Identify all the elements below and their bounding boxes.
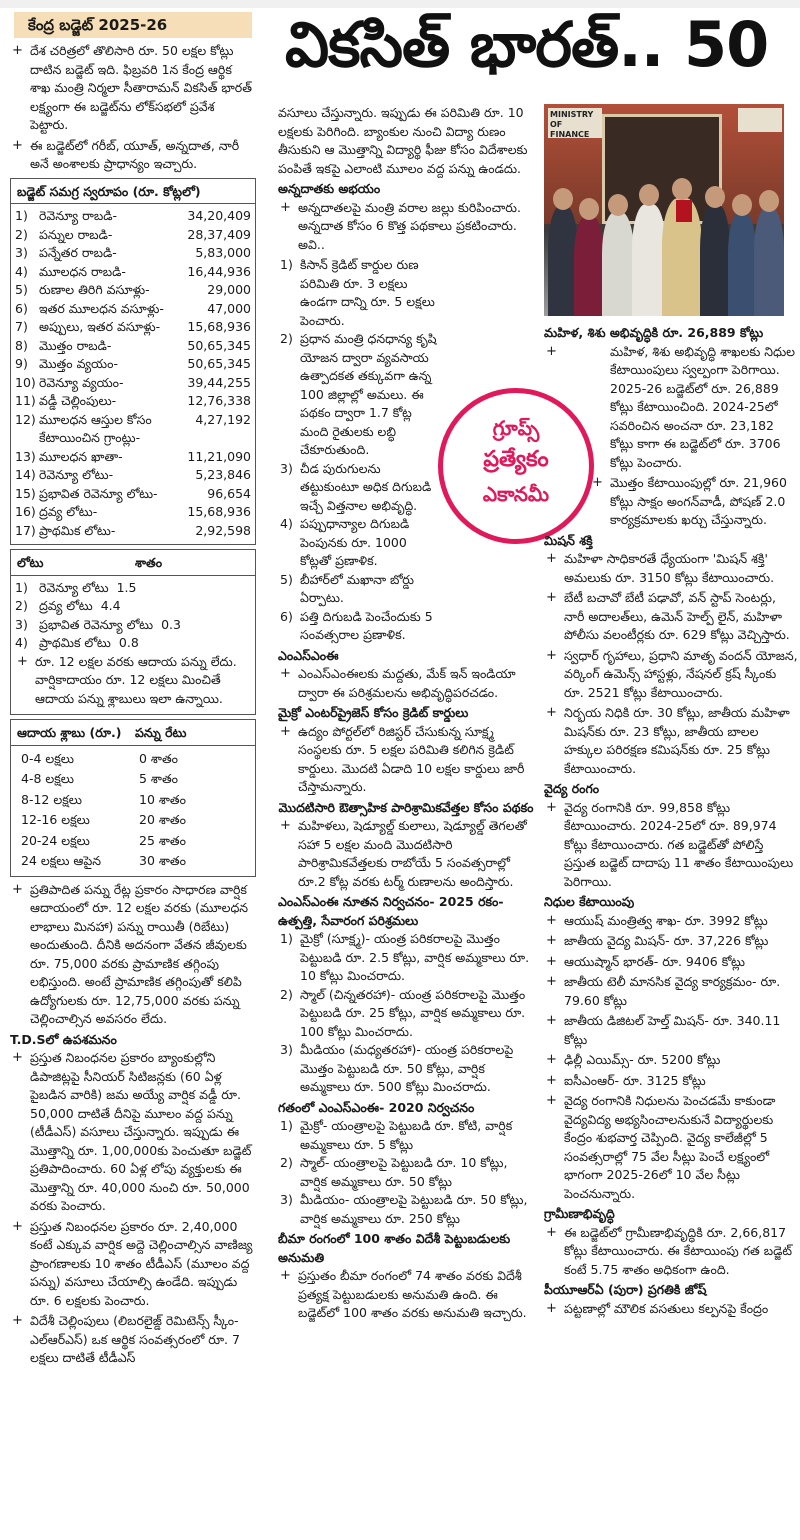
plus-bullet-icon: + [546, 1013, 557, 1028]
slab-row [15, 749, 251, 770]
budget-row-label: రెవెన్యూ వ్యయం- [39, 374, 124, 390]
fund-item [544, 1072, 798, 1091]
budget-row-num: 13) [15, 448, 36, 464]
pura-heading: పీయూఆర్ఏ (పురా) ప్రగతికి జోష్ [544, 1282, 707, 1297]
budget-row-num: 16) [15, 504, 36, 519]
budget-row [15, 207, 251, 226]
column-3 [544, 322, 798, 1536]
fund-item [544, 953, 798, 972]
budget-row-value: 50,65,345 [187, 337, 251, 353]
mission-shakti-para-2: + బేటీ బచావో బేటీ పఢావో, వన్ స్టాప్ సెంటర్లు, నారీ అదాలత్‌లు, ఉమెన్ హెల్ప్ లైన్, మహిళా పోలీసు వలంటీర్లకు రూ. 629 కోట్లు వెచ్చిస్తారు. [546, 590, 790, 642]
farmer-scheme-item-num: 2) [280, 331, 293, 346]
fund-item-text: వైద్య రంగానికి నిధులను పెంచడమే కాకుండా వైద్యవిద్య అభ్యసించాలనుకునే విద్యార్థులకు కేంద్రం శుభవార్త చెప్పింది. వైద్య కాలేజీల్లో 5 సంవత్సరాల్లో 75 వేల సీట్లు పెంచే లక్ష్యంలో భాగంగా 2025-26లో 10 వేల సీట్లు పెంచనున్నారు. [564, 1093, 776, 1201]
budget-row [15, 448, 251, 467]
deficit-row [15, 634, 251, 653]
plus-bullet-icon: + [280, 666, 291, 681]
slab-row [15, 769, 251, 790]
plus-bullet-icon: + [17, 653, 28, 669]
plus-bullet-icon: + [546, 705, 557, 720]
budget-row [15, 374, 251, 393]
budget-row-label: మొత్తం రాబడి- [39, 337, 112, 353]
budget-row-num: 8) [15, 337, 28, 353]
budget-row-value: 5,83,000 [195, 245, 251, 260]
slab-range: 24 లక్షలు ఆపైన [21, 853, 102, 868]
plus-bullet-icon: + [546, 343, 557, 359]
msme-2020-item-text: స్మాల్- యంత్రాలపై పెట్టుబడి రూ. 10 కోట్లు, వార్షిక అమ్మకాలు రూ. 50 కోట్లు [300, 1155, 508, 1189]
plus-bullet-icon: + [280, 199, 291, 215]
budget-row-value: 11,21,090 [187, 448, 251, 464]
budget-row [15, 244, 251, 263]
budget-row [15, 226, 251, 245]
badge-line-1: గ్రూప్స్ [492, 416, 540, 440]
farmer-scheme-item-num: 4) [280, 516, 293, 531]
credit-cards-heading: మైక్రో ఎంటర్‌ప్రైజెస్ కోసం క్రెడిట్ కార్డులు [278, 705, 469, 720]
ministry-sign-hindi [738, 108, 782, 132]
msme-2020-heading: గతంలో ఎంఎస్ఎంఈ- 2020 నిర్వచనం [278, 1099, 475, 1115]
budget-row-value: 15,68,936 [187, 504, 251, 519]
tds-heading: T.D.Sలో ఉపశమనం [10, 1031, 117, 1047]
budget-row-label: పన్నుల రాబడి- [39, 226, 113, 242]
slab-row [15, 790, 251, 811]
budget-row-label: పన్నేతర రాబడి- [39, 245, 117, 260]
women-child-para: + మహిళ, శిశు అభివృద్ధి శాఖలకు నిధుల కేటాయింపులు స్వల్పంగా పెరిగాయి. 2025-26 బడ్జెట్‌లో రూ. 26,889 కోట్లు కేటాయించింది. 2024-25లో సవరించిన అంచనా రూ. 23,182 కోట్లు కాగా ఈ బడ్జెట్‌లో రూ. 3706 కోట్లు పెంచారు. [546, 343, 796, 470]
plus-bullet-icon: + [12, 137, 23, 153]
plus-bullet-icon: + [546, 590, 557, 605]
budget-row [15, 300, 251, 319]
badge-line-3: ఎకానమీ [482, 482, 550, 506]
fund-item-text: ఆయుష్మాన్ భారత్- రూ. 9406 కోట్లు [564, 953, 745, 969]
women-child-para-2: + మొత్తం కేటాయింపుల్లో రూ. 21,960 కోట్లు సాక్షం అంగన్‌వాడీ, పోషణ్ 2.0 కార్యక్రమాలకు ఖర్చు చేస్తున్నారు. [592, 475, 787, 527]
budget-row-value: 96,654 [207, 485, 251, 501]
fund-item-text: ఢిల్లీ ఎయిమ్స్- రూ. 5200 కోట్లు [564, 1052, 721, 1067]
person-2 [574, 216, 604, 316]
person-6 [700, 204, 730, 316]
person-7 [728, 212, 756, 316]
column-2 [278, 104, 534, 1536]
health-heading: వైద్య రంగం [544, 781, 600, 796]
farmer-scheme-item-text: ప్రధాన మంత్రి ధనధాన్య కృషి యోజన ద్వారా వ్యవసాయ ఉత్పాదకత తక్కువగా ఉన్న 100 జిల్లాల్లో అమలు. ఈ పథకం ద్వారా 1.7 కోట్ల మంది రైతులకు లబ్ధి చేకూరుతుంది. [300, 331, 437, 457]
farmer-scheme-item-text: పత్తి దిగుబడి పెంచేందుకు 5 సంవత్సరాల ప్రణాళిక. [300, 608, 433, 642]
plus-bullet-icon: + [280, 818, 291, 833]
msme-2020-item-num: 3) [280, 1192, 293, 1207]
farmer-scheme-item-text: కిసాన్ క్రెడిట్ కార్డుల రుణ పరిమితి రూ. 3 లక్షలు ఉండగా దాన్ని రూ. 5 లక్షలు పెంచారు. [300, 257, 435, 328]
person-7-head [732, 194, 752, 216]
budget-row-value: 5,23,846 [195, 467, 251, 482]
fund-item-text: జాతీయ వైద్య మిషన్- రూ. 37,226 కోట్లు [564, 933, 769, 948]
farmer-scheme-item [278, 330, 438, 460]
deficit-row-num: 1) [15, 579, 28, 595]
person-3-head [608, 194, 628, 216]
plus-bullet-icon: + [546, 1072, 557, 1088]
budget-row-value: 47,000 [207, 300, 251, 316]
msme-2025-list [278, 930, 534, 1097]
continued-para: వసూలు చేస్తున్నారు. ఇప్పుడు ఈ పరిమితి రూ. 10 లక్షలకు పెరిగింది. బ్యాంకుల నుంచి విద్యా రుణం తీసుకుని ఆ మొత్తాన్ని విద్యార్థి ఫీజు కోసం విదేశాలకు పంపితే ఇకపై ఎలాంటి మూలం వద్ద పన్ను ఉండదు. [278, 105, 528, 176]
tds-para-1: + ప్రస్తుత నిబంధనల ప్రకారం బ్యాంకుల్లోని డిపాజిట్లపై సీనియర్ సిటిజన్లకు (60 ఏళ్ల పైబడిన వారికి) జమ అయ్యే వార్షిక వడ్డీ రూ. 50,000 దాటితే దీనిపై మూలం వద్ద పన్ను (టీడీఎస్) వసూలు చేస్తున్నారు. ఇప్పుడు ఈ మొత్తాన్ని రూ. 1,00,000కు పెంచుతూ బడ్జెట్ ప్రతిపాదించారు. 60 ఏళ్ల లోపు వ్యక్తులకు ఈ మొత్తాన్ని రూ. 40,000 నుంచి రూ. 50,000 వరకు పెంచారు. [12, 1050, 252, 1213]
deficit-table-head [11, 552, 255, 576]
person-2-head [579, 198, 599, 220]
budget-summary-table [10, 178, 256, 546]
person-8 [754, 208, 784, 316]
deficit-row [15, 597, 251, 616]
budget-row-label: ప్రభావిత రెవెన్యూ లోటు- [39, 485, 158, 501]
deficit-row-label: ద్రవ్య లోటు [39, 598, 93, 613]
fund-item-text: జాతీయ టెలీ మానసిక వైద్య కార్యక్రమం- రూ. 79.60 కోట్లు [564, 974, 781, 1008]
budget-row-label: రెవెన్యూ లోటు- [39, 467, 114, 482]
farmers-para: + అన్నదాతలపై మంత్రి వరాల జల్లు కురిపించారు. అన్నదాత కోసం 6 కొత్త పథకాలు ప్రకటించారు. అవి.. [280, 199, 521, 252]
budget-row-num: 11) [15, 393, 36, 408]
person-1-head [553, 188, 573, 210]
plus-bullet-icon: + [546, 647, 557, 663]
intro-para-1: + దేశ చరిత్రలో తొలిసారి రూ. 50 లక్షల కోట్లు దాటిన బడ్జెట్ ఇది. ఫిబ్రవరి 1న కేంద్ర ఆర్థిక శాఖ మంత్రి నిర్మలా సీతారామన్ వికసిత్ భారత్ లక్ష్యంగా ఈ బడ్జెట్‌ను లోక్‌సభలో ప్రవేశ పెట్టారు. [12, 43, 252, 132]
farmer-scheme-item [278, 608, 438, 645]
mission-shakti-heading: మిషన్ శక్తి [544, 532, 593, 548]
farmers-heading: అన్నదాతకు అభయం [278, 181, 381, 196]
farmer-scheme-item-num: 3) [280, 460, 293, 476]
msme-2025-item-num: 3) [280, 1042, 293, 1057]
deficit-row-value: 0.8 [118, 635, 139, 650]
msme-2020-item [278, 1117, 534, 1154]
intro-para-2: + ఈ బడ్జెట్‌లో గరీబ్, యూత్, అన్నదాత, నారీ అనే అంశాలకు ప్రాధాన్యం ఇచ్చారు. [12, 137, 240, 171]
budget-row [15, 411, 251, 448]
deficit-table [10, 549, 256, 715]
farmer-scheme-item-num: 5) [280, 571, 293, 587]
budget-row-num: 2) [15, 226, 28, 242]
msme-2020-item [278, 1191, 534, 1228]
budget-row [15, 485, 251, 504]
budget-row-value: 4,27,192 [195, 411, 251, 427]
deficit-row-num: 2) [15, 598, 28, 613]
budget-row-num: 4) [15, 263, 28, 279]
budget-row-value: 2,92,598 [195, 522, 251, 538]
budget-row-num: 6) [15, 300, 28, 316]
slab-rate: 0 శాతం [139, 750, 179, 766]
farmer-scheme-item [278, 460, 438, 516]
msme-2020-item-num: 2) [280, 1155, 293, 1170]
budget-row-num: 5) [15, 282, 28, 297]
budget-row-label: ప్రాథమిక లోటు- [39, 522, 116, 538]
tds-para-3: + విదేశీ చెల్లింపులు (లిబరలైజ్డ్ రెమిటెన్స్ స్కీం- ఎల్ఆర్ఎస్) ఒక ఆర్థిక సంవత్సరంలో రూ. 7 లక్షలు దాటితే టీడీఎస్ [12, 1313, 240, 1365]
deficit-row-label: ప్రభావిత రెవెన్యూ లోటు [39, 616, 154, 632]
plus-bullet-icon: + [12, 43, 23, 58]
slab-row [15, 831, 251, 852]
pura-para: + పట్టణాల్లో మౌలిక వసతులు కల్పనపై కేంద్రం [544, 1300, 798, 1319]
fund-item [544, 1051, 798, 1070]
farmer-scheme-item-num: 1) [280, 257, 293, 272]
fund-item-text: జాతీయ డిజిటల్ హెల్త్ మిషన్- రూ. 340.11 కోట్లు [564, 1013, 781, 1047]
deficit-head-a: లోటు [17, 555, 44, 570]
plus-bullet-icon: + [280, 1268, 291, 1283]
budget-row-label: రెవెన్యూ రాబడి- [39, 208, 117, 223]
first-time-entrepreneurs-heading: మొదటిసారి ఔత్సాహిక పారిశ్రామికవేత్తల కోసం పథకం [278, 799, 534, 815]
budget-row-value: 50,65,345 [187, 356, 251, 371]
deficit-head-b: శాతం [135, 555, 163, 570]
msme-2020-item-text: మీడియం- యంత్రాలపై పెట్టుబడి రూ. 50 కోట్లు, వార్షిక అమ్మకాలు రూ. 250 కోట్లు [300, 1192, 528, 1226]
budget-row-value: 16,44,936 [187, 263, 251, 279]
msme-2020-item-num: 1) [280, 1118, 293, 1133]
slab-range: 20-24 లక్షలు [21, 832, 90, 848]
fund-item [544, 912, 798, 931]
budget-row-label: అప్పులు, ఇతర వసూళ్లు- [39, 319, 161, 334]
fund-item [544, 1092, 798, 1203]
slab-table-head [11, 722, 255, 746]
plus-bullet-icon: + [546, 953, 557, 969]
mission-shakti-para-4: + నిర్భయ నిధికి రూ. 30 కోట్లు, జాతీయ మహిళా మిషన్‌కు రూ. 23 కోట్లు, జాతీయ బాలల హక్కుల పరిరక్షణ కమిషన్‌కు రూ. 25 కోట్లు కేటాయించారు. [546, 705, 790, 776]
farmer-scheme-item-text: బీహార్‌లో మఖానా బోర్డు ఏర్పాటు. [300, 571, 415, 605]
slab-row [15, 851, 251, 872]
msme-2020-item-text: మైక్రో- యంత్రాలపై పెట్టుబడి రూ. కోటి, వార్షిక అమ్మకాలు రూ. 5 కోట్లు [300, 1118, 513, 1152]
budget-row-label: ఇతర మూలధన వసూళ్లు- [39, 300, 164, 316]
budget-row [15, 522, 251, 541]
budget-row-value: 15,68,936 [187, 319, 251, 334]
person-8-head [759, 190, 779, 212]
fund-item-text: ఆయుష్ మంత్రిత్వ శాఖ- రూ. 3992 కోట్లు [564, 912, 768, 928]
farmer-scheme-item [278, 515, 438, 571]
budget-row-num: 12) [15, 411, 36, 427]
deficit-row [15, 616, 251, 635]
msme-2020-item [278, 1154, 534, 1191]
budget-row-label: వడ్డీ చెల్లింపులు- [39, 393, 117, 408]
budget-row-value: 12,76,338 [187, 393, 251, 408]
budget-row-num: 7) [15, 319, 28, 334]
plus-bullet-icon: + [546, 551, 557, 566]
budget-table-title: బడ్జెట్ సమగ్ర స్వరూపం (రూ. కోట్లలో) [11, 181, 255, 205]
budget-row [15, 355, 251, 374]
person-4-head [639, 184, 659, 206]
budget-row [15, 318, 251, 337]
budget-row-num: 14) [15, 467, 36, 482]
budget-row-label: మూలధన రాబడి- [39, 263, 126, 279]
rural-dev-para: + ఈ బడ్జెట్‌లో గ్రామీణాభివృద్ధికి రూ. 2,66,817 కోట్లు కేటాయించారు. ఈ కేటాయింపు గత బడ్జెట్ కంటే 5.75 శాతం అధికంగా ఉంది. [546, 1224, 792, 1277]
health-para: + వైద్య రంగానికి రూ. 99,858 కోట్లు కేటాయించారు. 2024-25లో రూ. 89,974 కోట్లు కేటాయించారు. గత బడ్జెట్‌తో పోలిస్తే ప్రస్తుత బడ్జెట్ దాదాపు 11 శాతం కేటాయింపులు పెరిగాయి. [546, 799, 794, 889]
deficit-row-num: 4) [15, 635, 28, 650]
slab-range: 8-12 లక్షలు [21, 791, 82, 807]
msme-2025-item-num: 1) [280, 931, 293, 946]
msme-2025-item [278, 1041, 534, 1097]
plus-bullet-icon: + [12, 1313, 23, 1328]
farmer-scheme-item-text: పప్పుధాన్యాల దిగుబడి పెంపునకు రూ. 1000 కోట్లతో ప్రణాళిక. [300, 516, 410, 568]
person-4 [632, 204, 666, 316]
budget-row-num: 3) [15, 245, 28, 260]
insurance-para: + ప్రస్తుతం బీమా రంగంలో 74 శాతం వరకు విదేశీ ప్రత్యక్ష పెట్టుబడులకు అనుమతి ఉంది. ఈ బడ్జెట్‌లో 100 శాతం వరకు అనుమతి ఇచ్చారు. [280, 1268, 527, 1320]
msme-2025-item [278, 930, 534, 986]
budget-row-label: ద్రవ్య లోటు- [39, 504, 98, 519]
budget-row-value: 39,44,255 [187, 374, 251, 390]
budget-row [15, 466, 251, 485]
person-6-head [705, 186, 725, 208]
slab-head-a: ఆదాయ శ్లాబు (రూ.) [17, 725, 122, 740]
mission-shakti-para-3: + స్వధార్ గృహాలు, ప్రధాని మాతృ వందన్ యోజన, వర్కింగ్ ఉమెన్స్ హాస్టళ్లు, నేషనల్ క్రష్ స్కీంకు రూ. 2521 కోట్లు కేటాయించారు. [546, 647, 798, 700]
credit-cards-para: + ఉద్యం పోర్టల్‌లో రిజిస్టర్ చేసుకున్న సూక్ష్మ సంస్థలకు రూ. 5 లక్షల పరిమితి కలిగిన క్రెడిట్ కార్డులు. మొదటి ఏడాది 10 లక్షల కార్డులు జారీ చేస్తామన్నారు. [280, 723, 525, 794]
msme-2025-item-text: స్మాల్ (చిన్నతరహా)- యంత్ర పరికరాలపై మొత్తం పెట్టుబడి రూ. 25 కోట్లు, వార్షిక అమ్మకాలు రూ. 100 కోట్లు మించరాదు. [300, 986, 526, 1039]
fund-item [544, 973, 798, 1010]
insurance-heading: బీమా రంగంలో 100 శాతం విదేశీ పెట్టుబడులకు అనుమతి [278, 1231, 511, 1265]
plus-bullet-icon: + [546, 799, 557, 815]
plus-bullet-icon: + [546, 1052, 557, 1067]
budget-row-num: 17) [15, 522, 36, 538]
msme-2025-item-text: మీడియం (మధ్యతరహా)- యంత్ర పరికరాలపై మొత్తం పెట్టుబడి రూ. 50 కోట్లు, వార్షిక అమ్మకాలు రూ. 500 కోట్లు మించరాదు. [300, 1042, 514, 1094]
plus-bullet-icon: + [546, 1224, 557, 1240]
budget-row [15, 392, 251, 411]
column-1 [10, 42, 256, 1537]
budget-row-label: మూలధన ఆస్తుల కోసం కేటాయించిన గ్రాంట్లు- [39, 411, 152, 445]
slab-row [15, 810, 251, 831]
budget-row [15, 281, 251, 300]
badge-line-2: ప్రత్యేకం [483, 447, 549, 472]
slab-rate: 10 శాతం [139, 791, 186, 807]
budget-row-num: 9) [15, 356, 28, 371]
rebate-para: + ప్రతిపాదిత పన్ను రేట్ల ప్రకారం సాధారణ వార్షిక ఆదాయంలో రూ. 12 లక్షల వరకు (మూలధన లాభాలు మినహా) పన్ను రాయితీ (రిబేటు) అందుతుంది. దీనికి అదనంగా వేతన జీవులకు రూ. 75,000 వరకు ప్రామాణిక తగ్గింపు లభిస్తుంది. అంటే ప్రామాణిక తగ్గింపుతో కలిపి ఉద్యోగులకు రూ. 12,75,000 వరకు పన్ను చెల్లించాల్సిన అవసరం లేదు. [12, 881, 249, 1026]
tds-para-2: + ప్రస్తుత నిబంధనల ప్రకారం రూ. 2,40,000 కంటే ఎక్కువ వార్షిక అద్దె చెల్లించాల్సిన వాణిజ్య ప్రాంగణాలకు 10 శాతం టీడీఎస్ (మూలం వద్ద పన్ను) వసూలు చేయాల్సి ఉండేది. ఇప్పుడు రూ. 6 లక్షలకు పెంచారు. [12, 1218, 253, 1308]
tax-slab-table [10, 719, 256, 877]
msme-2025-heading: ఎంఎస్ఎంఈ నూతన నిర్వచనం- 2025 రకం- ఉత్పత్తి, సేవారంగ పరిశ్రమలు [278, 894, 504, 928]
fund-item [544, 932, 798, 951]
msme-para: + ఎంఎస్ఎంఈలకు మద్దతు, మేక్ ఇన్ ఇండియా ద్వారా ఈ పరిశ్రమలను అభివృద్ధిపరచడం. [280, 666, 516, 700]
slab-range: 4-8 లక్షలు [21, 771, 74, 786]
deficit-note: + రూ. 12 లక్షల వరకు ఆదాయ పన్ను లేదు. వార్షికాదాయం రూ. 12 లక్షలు మించితే ఆదాయ పన్ను శ్లాబులు ఇలా ఉన్నాయి. [17, 653, 237, 706]
slab-rate: 20 శాతం [139, 812, 186, 827]
slab-rate: 5 శాతం [139, 771, 179, 786]
fund-item [544, 1012, 798, 1049]
women-child-heading: మహిళ, శిశు అభివృద్ధికి రూ. 26,889 కోట్లు [544, 325, 764, 340]
person-5-head [672, 178, 692, 200]
deficit-row-value: 1.5 [116, 579, 137, 595]
msme-heading: ఎంఎస్ఎంఈ [278, 647, 339, 663]
budget-row [15, 503, 251, 522]
plus-bullet-icon: + [12, 1218, 23, 1234]
budget-row-label: రుణాల తిరిగి వసూళ్లు- [39, 282, 150, 297]
plus-bullet-icon: + [12, 1050, 23, 1065]
budget-row-value: 34,20,409 [187, 208, 251, 223]
plus-bullet-icon: + [592, 475, 603, 490]
plus-bullet-icon: + [546, 933, 557, 948]
budget-row-num: 15) [15, 485, 36, 501]
farmer-scheme-item [278, 256, 438, 330]
slab-rate: 30 శాతం [139, 853, 186, 868]
plus-bullet-icon: + [12, 881, 23, 897]
slab-head-b: పన్ను రేటు [135, 725, 187, 740]
farmer-scheme-item-text: చీడ పురుగులను తట్టుకుంటూ అధిక దిగుబడి ఇచ్చే విత్తనాల అభివృద్ధి. [300, 460, 432, 513]
fund-item-text: ఐసీఎంఆర్- రూ. 3125 కోట్లు [564, 1072, 706, 1088]
deficit-row-label: ప్రాథమిక లోటు [39, 635, 111, 650]
slab-range: 0-4 లక్షలు [21, 750, 74, 766]
budget-row-num: 1) [15, 208, 28, 223]
section-tag: కేంద్ర బడ్జెట్ 2025-26 [14, 12, 252, 38]
fund-allocation-list [544, 912, 798, 1204]
first-time-entrepreneurs-para: + మహిళలు, షెడ్యూల్డ్ కులాలు, షెడ్యూల్డ్ తెగలతో సహా 5 లక్షల మంది మొదటిసారి పారిశ్రామికవేత్తలకు రాబోయే 5 సంవత్సరాల్లో రూ.2 కోట్ల వరకు టర్మ్ రుణాలను అందిస్తారు. [280, 818, 527, 889]
farmer-scheme-item-num: 6) [280, 608, 293, 624]
budget-row-value: 29,000 [207, 282, 251, 297]
person-3 [602, 212, 634, 316]
budget-row [15, 337, 251, 356]
msme-2025-item-text: మైక్రో (సూక్ష్మ)- యంత్ర పరికరాలపై మొత్తం పెట్టుబడి రూ. 2.5 కోట్లు, వార్షిక అమ్మకాలు రూ. 10 కోట్లు మించరాదు. [300, 931, 530, 983]
plus-bullet-icon: + [546, 1093, 557, 1108]
fund-allocation-heading: నిధుల కేటాయింపు [544, 894, 635, 909]
deficit-row-label: రెవెన్యూ లోటు [39, 579, 109, 595]
budget-row-label: మూలధన ఖాతా- [39, 448, 123, 464]
deficit-row-value: 0.3 [161, 616, 181, 632]
budget-row-label: మొత్తం వ్యయం- [39, 356, 118, 371]
slab-range: 12-16 లక్షలు [21, 812, 90, 827]
headline: వికసిత్ భారత్.. 50 [285, 8, 769, 81]
deficit-row-value: 4.4 [100, 598, 121, 613]
farmer-scheme-item [278, 571, 438, 608]
plus-bullet-icon: + [280, 723, 291, 739]
plus-bullet-icon: + [546, 912, 557, 928]
deficit-row [15, 579, 251, 598]
plus-bullet-icon: + [546, 1300, 557, 1316]
msme-2025-item [278, 986, 534, 1042]
rural-dev-heading: గ్రామీణాభివృద్ధి [544, 1206, 615, 1221]
deficit-row-num: 3) [15, 616, 28, 632]
budget-row [15, 263, 251, 282]
budget-table-rows [15, 207, 251, 540]
slab-table-rows [15, 749, 251, 872]
mission-shakti-para-1: + మహిళా సాధికారతే ధ్యేయంగా 'మిషన్ శక్తి' అమలుకు రూ. 3150 కోట్లు కేటాయించారు. [546, 551, 775, 585]
plus-bullet-icon: + [546, 974, 557, 989]
deficit-table-rows [15, 579, 251, 653]
msme-2020-list [278, 1117, 534, 1228]
budget-tablet-pouch [676, 200, 692, 222]
finance-ministry-photo [544, 104, 784, 316]
budget-row-value: 28,37,409 [187, 226, 251, 242]
slab-rate: 25 శాతం [139, 832, 186, 848]
msme-2025-item-num: 2) [280, 986, 293, 1002]
ministry-sign: MINISTRY OF FINANCE [548, 108, 602, 138]
budget-row-num: 10) [15, 374, 36, 390]
